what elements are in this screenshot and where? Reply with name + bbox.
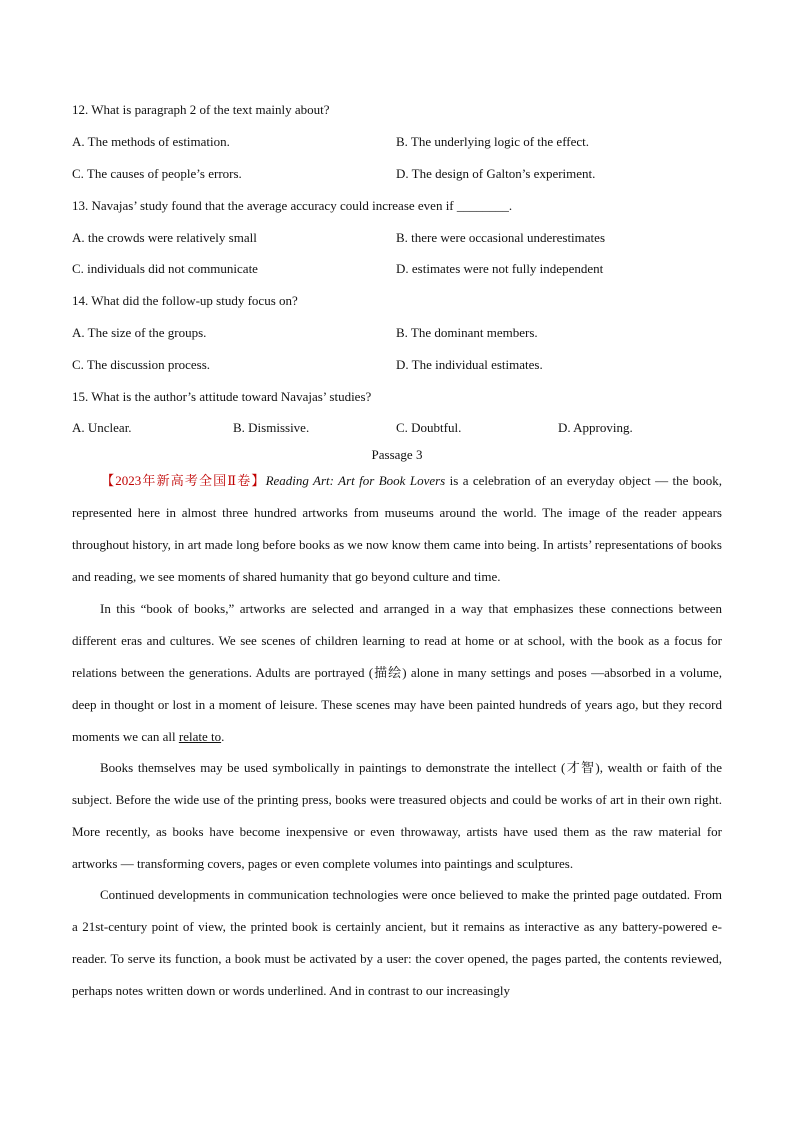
question-13-stem: 13. Navajas’ study found that the average accuracy could increase even if ________. xyxy=(72,198,513,213)
question-15-option-a: A. Unclear. xyxy=(72,420,132,435)
passage-paragraph-3 xyxy=(72,752,722,880)
question-12-option-c: C. The causes of people’s errors. xyxy=(72,166,242,181)
passage-paragraph-4 xyxy=(72,879,722,1007)
question-13-option-a: A. the crowds were relatively small xyxy=(72,230,257,245)
paragraph-2-end: . xyxy=(221,729,225,744)
paragraph-2-text: In this “book of books,” artworks are selected and arranged in a way that emphasizes these connections between different eras and cultures. We see scenes of children learning to read at home or at school, with the book as a focus for relations between the generations. Adults are portrayed (描绘) alone in many settings and poses —absorbed in a volume, deep in thought or lost in a moment of leisure. These scenes may have been painted hundreds of years ago, but they record moments we can all xyxy=(72,601,722,744)
paragraph-1-text: is a celebration of an everyday object — the book, represented here in almost three hundred artworks from museums around the world. The image of the reader appears throughout history, in art made long before books as we now know them came into being. In artists’ representations of books and reading, we see moments of shared humanity that go beyond culture and time. xyxy=(72,473,722,584)
question-15-option-d: D. Approving. xyxy=(558,420,633,435)
paragraph-3-text: Books themselves may be used symbolically in paintings to demonstrate the intellect (才智), wealth or faith of the subject. Before the wide use of the printing press, books were treasured objects and could be works of art in their own right. More recently, as books have become inexpensive or even throwaway, artists have used them as the raw material for artworks — transforming covers, pages or even complete volumes into paintings and sculptures. xyxy=(72,760,722,871)
question-15-options xyxy=(72,419,722,437)
book-title: Reading Art: Art for Book Lovers xyxy=(265,473,446,488)
question-12-option-a: A. The methods of estimation. xyxy=(72,134,230,149)
question-15-stem: 15. What is the author’s attitude toward Navajas’ studies? xyxy=(72,389,372,404)
paragraph-4-text: Continued developments in communication technologies were once believed to make the printed page outdated. From a 21st-century point of view, the printed book is certainly ancient, but it remains as interactive as any battery-powered e-reader. To serve its function, a book must be activated by a user: the cover opened, the pages parted, the contents reviewed, perhaps notes written down or words underlined. And in contrast to our increasingly xyxy=(72,887,722,998)
question-12-option-b: B. The underlying logic of the effect. xyxy=(396,134,590,149)
question-12-stem: 12. What is paragraph 2 of the text mainly about? xyxy=(72,102,330,117)
question-13-option-d: D. estimates were not fully independent xyxy=(396,261,604,276)
question-12-option-d: D. The design of Galton’s experiment. xyxy=(396,166,596,181)
question-14-option-d: D. The individual estimates. xyxy=(396,357,543,372)
question-14-option-b: B. The dominant members. xyxy=(396,325,538,340)
question-15-option-c: C. Doubtful. xyxy=(396,420,462,435)
underlined-phrase: relate to xyxy=(178,729,222,744)
question-14-option-a: A. The size of the groups. xyxy=(72,325,207,340)
source-tag: 【2023年新高考全国Ⅱ卷】 xyxy=(100,473,266,488)
question-15-option-b: B. Dismissive. xyxy=(233,420,310,435)
passage-heading: Passage 3 xyxy=(371,447,423,462)
question-13-option-b: B. there were occasional underestimates xyxy=(396,230,605,245)
question-14-stem: 14. What did the follow-up study focus on? xyxy=(72,293,298,308)
question-14-option-c: C. The discussion process. xyxy=(72,357,211,372)
passage-paragraph-1 xyxy=(72,465,722,593)
question-13-option-c: C. individuals did not communicate xyxy=(72,261,258,276)
passage-paragraph-2 xyxy=(72,593,722,753)
